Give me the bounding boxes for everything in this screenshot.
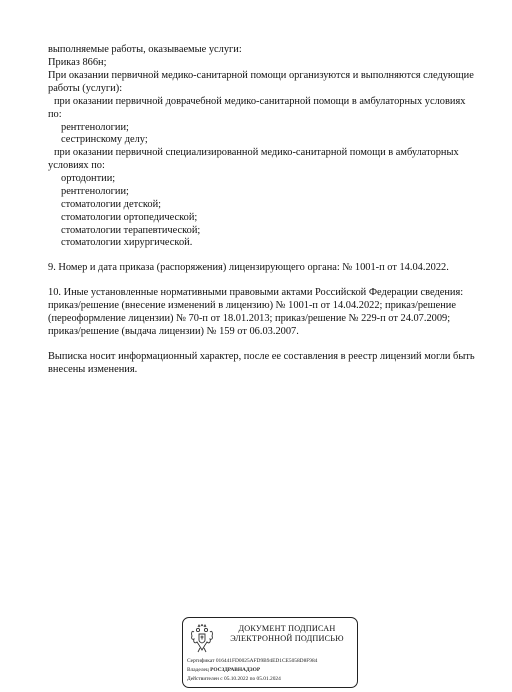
list-item: ортодонтии; (61, 173, 116, 184)
russian-coat-of-arms-icon (190, 624, 214, 654)
text-line: при оказании первичной специализированной медико-санитарной помощи в амбулаторных (54, 147, 459, 158)
list-item: сестринскому делу; (61, 134, 148, 145)
list-item: рентгенологии; (61, 122, 129, 133)
owner-value: РОСЗДРАВНАДЗОР (210, 667, 261, 673)
certificate-label: Сертификат (187, 658, 215, 664)
electronic-signature-stamp (182, 617, 358, 688)
list-item: стоматологии хирургической. (61, 237, 193, 248)
stamp-subtitle: ЭЛЕКТРОННОЙ ПОДПИСЬЮ (230, 634, 344, 643)
owner-line (187, 667, 260, 674)
text-line: по: (48, 109, 62, 120)
text-line: выполняемые работы, оказываемые услуги: (48, 44, 242, 55)
text-line: Выписка носит информационный характер, после ее составления в реестр лицензий могли быть (48, 351, 475, 362)
text-line: приказ/решение (выдача лицензии) № 159 от 06.03.2007. (48, 326, 299, 337)
text-line: внесены изменения. (48, 364, 138, 375)
text-line: Приказ 866н; (48, 57, 107, 68)
list-item: стоматологии ортопедической; (61, 212, 198, 223)
owner-label: Владелец (187, 667, 209, 673)
validity-line: Действителен с 05.10.2022 по 05.01.2024 (187, 676, 281, 682)
list-item: рентгенологии; (61, 186, 129, 197)
certificate-value: 016441FD0025AFD9B94ED1CE5058D8F984 (215, 658, 318, 664)
text-line: работы (услуги): (48, 83, 123, 94)
text-line: (переоформление лицензии) № 70-п от 18.01.2013; приказ/решение № 229-п от 24.07.2009; (48, 313, 451, 324)
text-line: при оказании первичной доврачебной медико-санитарной помощи в амбулаторных условиях (54, 96, 466, 107)
text-line: 9. Номер и дата приказа (распоряжения) лицензирующего органа: № 1001-п от 14.04.2022. (48, 262, 449, 273)
list-item: стоматологии терапевтической; (61, 225, 201, 236)
list-item: стоматологии детской; (61, 199, 162, 210)
text-line: При оказании первичной медико-санитарной помощи организуются и выполняются следующие (48, 70, 474, 81)
text-line: 10. Иные установленные нормативными правовыми актами Российской Федерации сведения: (48, 287, 464, 298)
text-line: приказ/решение (внесение изменений в лицензию) № 1001-п от 14.04.2022; приказ/решение (48, 300, 456, 311)
stamp-title: ДОКУМЕНТ ПОДПИСАН (238, 624, 336, 633)
text-line: условиях по: (48, 160, 105, 171)
certificate-line (187, 658, 317, 665)
